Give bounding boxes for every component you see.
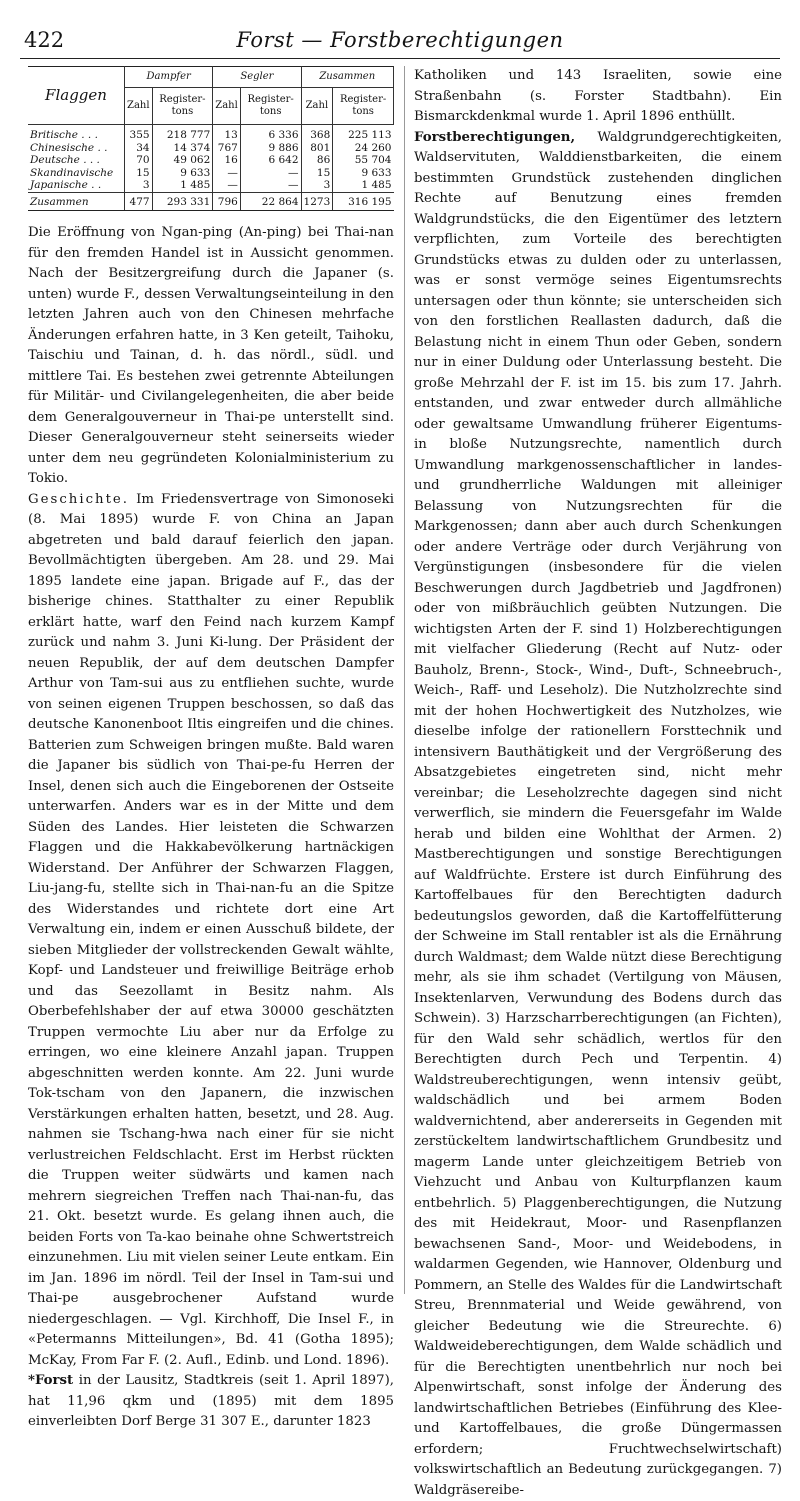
table-subheader: Register-tons xyxy=(333,88,394,125)
table-header-flags: Flaggen xyxy=(28,67,125,125)
table-cell: 15 xyxy=(301,167,333,180)
table-cell: 9 886 xyxy=(240,142,301,155)
entry-headword: Forstberechtigungen, xyxy=(414,130,575,145)
table-cell: 16 xyxy=(213,154,241,167)
paragraph-text: Die Eröffnung von Ngan-ping (An-ping) bei Thai-nan für den fremden Handel ist in Aussicht genommen. Nach der Besitzergreifung durch die Japaner (s. unten) wurde F., dessen Verwaltungseinteilung in den letzten Jahren auch von den Chinesen mehrfache Änderungen erfahren hatte, in 3 Ken geteilt, Taihoku, Taischiu und Tainan, d. h. das nördl., südl. und mittlere Tai. Es bestehen zwei getrennte Abteilungen für Militär- und Civilangelegenheiten, die aber beide dem Generalgouverneur in Thai-pe unterstellt sind. Dieser Generalgouverneur steht seinerseits wieder unter dem neu gegründeten Kolonialministerium zu Tokio. xyxy=(28,225,394,486)
table-row xyxy=(28,167,394,180)
paragraph-administration xyxy=(28,223,394,490)
table-cell: Skandinavische xyxy=(28,167,125,180)
table-cell: 293 331 xyxy=(152,192,213,211)
table-cell: — xyxy=(213,179,241,192)
table-cell: 368 xyxy=(301,125,333,142)
page-number: 422 xyxy=(24,28,64,52)
paragraph-history xyxy=(28,490,394,1372)
table-row xyxy=(28,125,394,142)
table-cell: Zusammen xyxy=(28,192,125,211)
table-cell: Chinesische . . xyxy=(28,142,125,155)
table-cell: Deutsche . . . xyxy=(28,154,125,167)
table-cell: 14 374 xyxy=(152,142,213,155)
table-cell: 22 864 xyxy=(240,192,301,211)
table-cell: 70 xyxy=(125,154,153,167)
table-total-row xyxy=(28,192,394,211)
table-cell: 3 xyxy=(301,179,333,192)
table-cell: 86 xyxy=(301,154,333,167)
table-cell: 9 633 xyxy=(333,167,394,180)
table-row xyxy=(28,142,394,155)
table-row xyxy=(28,154,394,167)
table-subheader: Zahl xyxy=(125,88,153,125)
table-cell: 24 260 xyxy=(333,142,394,155)
table-cell: 6 336 xyxy=(240,125,301,142)
table-cell: 1273 xyxy=(301,192,333,211)
left-column xyxy=(28,66,394,1433)
table-cell: 15 xyxy=(125,167,153,180)
table-row xyxy=(28,179,394,192)
column-divider xyxy=(404,66,405,1294)
table-cell: 801 xyxy=(301,142,333,155)
table-cell: 1 485 xyxy=(152,179,213,192)
table-cell: — xyxy=(240,167,301,180)
entry-forstberechtigungen xyxy=(414,128,782,1501)
table-cell: — xyxy=(240,179,301,192)
table-cell: 225 113 xyxy=(333,125,394,142)
page-header xyxy=(20,28,780,59)
paragraph-text: Im Friedensvertrage von Simonoseki (8. Mai 1895) wurde F. von China an Japan abgetreten und bald darauf feierlich den japan. Bevollmächtigten übergeben. Am 28. und 29. Mai 1895 landete eine japan. Brigade auf F., das der bisherige chines. Statthalter zu einer Republik erklärt hatte, warf den Feind nach kurzem Kampf zurück und nahm 3. Juni Ki-lung. Der Präsident der neuen Republik, der auf dem deutschen Dampfer Arthur von Tam-sui aus zu entfliehen suchte, wurde von seinen eigenen Truppen beschossen, so daß das deutsche Kanonenboot Iltis eingreifen und die chines. Batterien zum Schweigen bringen mußte. Bald waren die Japaner bis südlich von Thai-pe-fu Herren der Insel, denen sich auch die Eingeborenen der Ostseite unterwarfen. Anders war es in der Mitte und dem Süden des Landes. Hier leisteten die Schwarzen Flaggen und die Hakkabevölkerung hartnäckigen Widerstand. Der Anführer der Schwarzen Flaggen, Liu-jang-fu, stellte sich in Thai-nan-fu an die Spitze des Widerstandes und richtete dort eine Art Verwaltung ein, indem er einen Ausschuß bildete, der sieben Mitglieder der vollstreckenden Gewalt wählte, Kopf- und Landsteuer und freiwillige Beiträge erhob und das Seezollamt in Besitz nahm. Als Oberbefehlshaber der auf etwa 30000 geschätzten Truppen vermochte Liu aber nur da Erfolge zu erringen, wo eine kleinere Anzahl japan. Truppen abgeschnitten werden konnte. Am 22. Juni wurde Tok-tscham von den Japanern, die inzwischen Verstärkungen erhalten hatten, besetzt, und 28. Aug. nahmen sie Tschang-hwa nach einer für sie nicht verlustreichen Feldschlacht. Erst im Herbst rückten die Truppen weiter südwärts und kamen nach mehrern siegreichen Treffen nach Thai-nan-fu, das 21. Okt. besetzt wurde. Es gelang ihnen auch, die beiden Forts von Ta-kao beinahe ohne Schwertstreich einzunehmen. Liu mit vielen seiner Leute entkam. Ein im Jan. 1896 im nördl. Teil der Insel in Tam-sui und Thai-pe ausgebrochener Aufstand wurde niedergeschlagen. — Vgl. Kirchhoff, Die Insel F., in «Petermanns Mitteilungen», Bd. 41 (Gotha 1895); McKay, From Far F. (2. Aufl., Edinb. und Lond. 1896). xyxy=(28,492,394,1368)
paragraph-text: Waldgrundgerechtigkeiten, Waldservituten, Walddienstbarkeiten, die einem bestimmten Grundstück zustehenden dinglichen Rechte auf Benutzung eines fremden Waldgrundstücks, die den Eigentümer des letztern verpflichten, zum Vorteile des berechtigten Grundstücks etwas zu dulden oder zu unterlassen, was er sonst vermöge seines Eigentumsrechts untersagen oder thun könnte; sie unterscheiden sich von den forstlichen Reallasten dadurch, daß die Belastung nicht in einem Thun oder Geben, sondern nur in einer Duldung oder Unterlassung besteht. Die große Mehrzahl der F. ist im 15. bis zum 17. Jahrh. entstanden, und zwar entweder durch allmähliche oder gewaltsame Umwandlung früherer Eigentums- in bloße Nutzungsrechte, namentlich durch Umwandlung markgenossenschaftlicher in landes- und grundherrliche Waldungen mit alleiniger Belassung von Nutzungsrechten für die Markgenossen; dann aber auch durch Schenkungen oder andere Verträge oder durch Verjährung von Vergünstigungen (insbesondere für die vielen Beschwerungen durch Jagdbetrieb und Jagdfronen) oder von mißbräuchlich geübten Nutzungen. Die wichtigsten Arten der F. sind 1) Holzberechtigungen mit vielfacher Gliederung (Recht auf Nutz- oder Bauholz, Brenn-, Stock-, Wind-, Duft-, Schneebruch-, Weich-, Raff- und Leseholz). Die Nutzholzrechte sind mit der hohen Hochwertigkeit des Nutzholzes, wie dieselbe infolge der rationellern Forsttechnik und intensivern Bauthätigkeit und der Vergrößerung des Absatzgebietes eingetreten sind, nicht mehr vereinbar; die Leseholzrechte dagegen sind nicht verwerflich, sie mindern die Feuersgefahr im Walde herab und bilden eine Wohlthat der Armen. 2) Mastberechtigungen und sonstige Berechtigungen auf Waldfrüchte. Erstere ist durch Einführung des Kartoffelbaues für den Berechtigten dadurch bedeutungslos geworden, daß die Kartoffelfütterung der Schweine im Stall rentabler ist als die Ernährung durch Waldmast; dem Walde nützt diese Berechtigung mehr, als sie ihm schadet (Vertilgung von Mäusen, Insektenlarven, Verwundung des Bodens durch das Schwein). 3) Harzscharrberechtigungen (an Fichten), für den Wald sehr schädlich, wertlos für den Berechtigten durch Pech und Terpentin. 4) Waldstreuberechtigungen, wenn intensiv geübt, waldschädlich und bei armem Boden waldvernichtend, aber andererseits in Gegenden mit zerstückeltem landwirtschaftlichem Grundbesitz und magerm Lande unter gleichzeitigem Betrieb von Viehzucht und Anbau von Kulturpflanzen kaum entbehrlich. 5) Plaggenberechtigungen, die Nutzung des mit Heidekraut, Moor- und Rasenpflanzen bewachsenen Sand-, Moor- und Weidebodens, in waldarmen Gegenden, wie Hannover, Oldenburg und Pommern, an Stelle des Waldes für die Landwirtschaft Streu, Brennmaterial und Weide gewährend, von gleicher Bedeutung wie die Streurechte. 6) Waldweideberechtigungen, dem Walde schädlich und für die Berechtigten unentbehrlich nur noch bei Alpenwirtschaft, sonst infolge der Änderung des landwirtschaftlichen Betriebes (Einführung des Klee- und Kartoffelbaues, die große Düngermassen erfordern; Fruchtwechselwirtschaft) volkswirtschaftlich an Bedeutung zurückgegangen. 7) Waldgräsereibe- xyxy=(414,130,782,1498)
table-cell: 3 xyxy=(125,179,153,192)
table-cell: 796 xyxy=(213,192,241,211)
table-subheader: Zahl xyxy=(213,88,241,125)
right-column xyxy=(414,66,782,1501)
table-cell: 218 777 xyxy=(152,125,213,142)
entry-forst-lausitz xyxy=(28,1371,394,1433)
table-subheader: Zahl xyxy=(301,88,333,125)
table-cell: 1 485 xyxy=(333,179,394,192)
table-cell: 355 xyxy=(125,125,153,142)
table-header-group: Dampfer xyxy=(125,67,213,88)
paragraph-text: in der Lausitz, Stadtkreis (seit 1. April 1897), hat 11,96 qkm und (1895) mit dem 1895 einverleibten Dorf Berge 31 307 E., darunter 1823 xyxy=(28,1373,394,1429)
flag-statistics-table xyxy=(28,66,394,211)
paragraph-text: Katholiken und 143 Israeliten, sowie eine Straßenbahn (s. Forster Stadtbahn). Ein Bismarckdenkmal wurde 1. April 1896 enthüllt. xyxy=(414,68,782,124)
entry-continuation xyxy=(414,66,782,128)
table-header-group: Segler xyxy=(213,67,301,88)
section-heading-geschichte: Geschichte. xyxy=(28,492,129,507)
entry-headword: *Forst xyxy=(28,1373,73,1388)
table-cell: 477 xyxy=(125,192,153,211)
table-cell: 49 062 xyxy=(152,154,213,167)
table-subheader: Register-tons xyxy=(152,88,213,125)
table-cell: 316 195 xyxy=(333,192,394,211)
table-cell: 9 633 xyxy=(152,167,213,180)
table-header-group: Zusammen xyxy=(301,67,393,88)
running-title: Forst — Forstberechtigungen xyxy=(20,28,780,52)
table-cell: 767 xyxy=(213,142,241,155)
table-cell: 13 xyxy=(213,125,241,142)
table-cell: Britische . . . xyxy=(28,125,125,142)
table-subheader: Register-tons xyxy=(240,88,301,125)
table-cell: 6 642 xyxy=(240,154,301,167)
table-cell: 34 xyxy=(125,142,153,155)
table-cell: — xyxy=(213,167,241,180)
table-cell: Japanische . . xyxy=(28,179,125,192)
table-cell: 55 704 xyxy=(333,154,394,167)
